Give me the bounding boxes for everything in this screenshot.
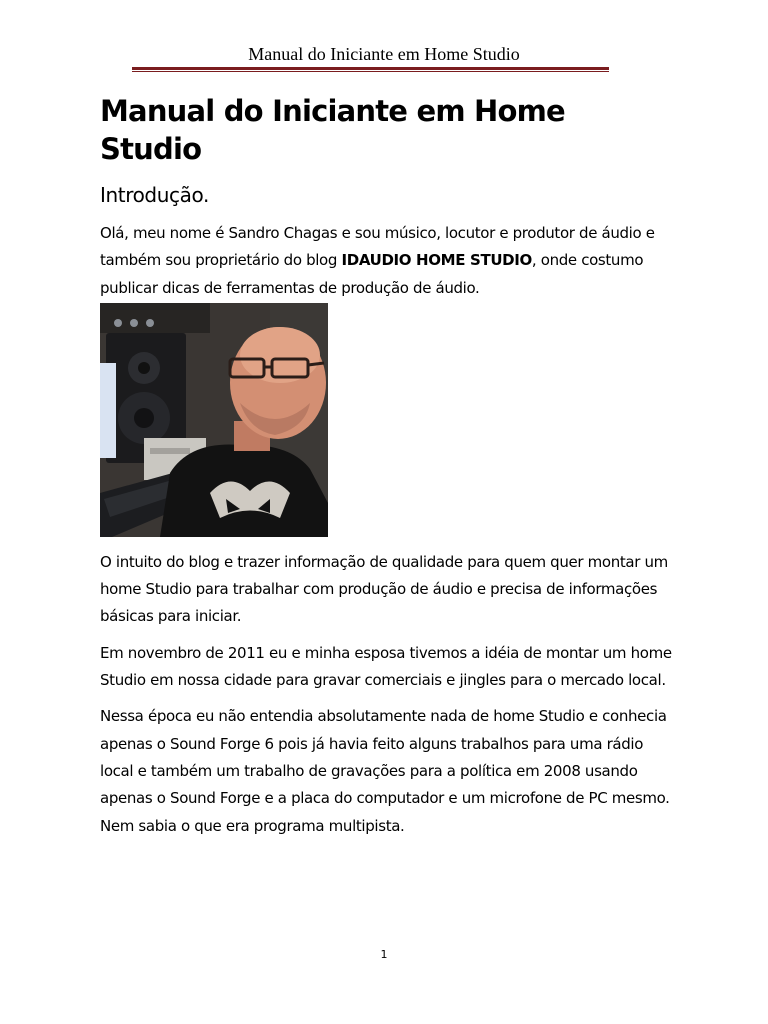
page-number: 1 xyxy=(380,948,388,961)
section-heading: Introdução. xyxy=(100,183,209,207)
intro-paragraph xyxy=(100,220,672,302)
document-body xyxy=(100,92,672,840)
paragraph-blog-purpose: O intuito do blog e trazer informação de qualidade para quem quer montar um home Studio para trabalhar com produção de áudio e precisa de informações básicas para iniciar. xyxy=(100,552,668,626)
running-header-title: Manual do Iniciante em Home Studio xyxy=(248,44,520,64)
header-rule-thin-line xyxy=(132,71,609,72)
paragraph-studio-start: Em novembro de 2011 eu e minha esposa tivemos a idéia de montar um home Studio em nossa cidade para gravar comerciais e jingles para o mercado local. xyxy=(100,643,672,690)
header-rule xyxy=(132,67,609,73)
intro-text-end: , onde costumo publicar dicas de ferramentas de produção de áudio. xyxy=(100,251,644,297)
header-rule-thick-line xyxy=(132,67,609,70)
blog-name: IDAUDIO HOME STUDIO xyxy=(341,251,532,270)
author-photo xyxy=(100,303,328,537)
intro-text-start: Olá, meu nome é Sandro Chagas e sou músico, locutor e produtor de áudio e também sou proprietário do blog xyxy=(100,224,655,270)
paragraph-background: Nessa época eu não entendia absolutamente nada de home Studio e conhecia apenas o Sound Forge 6 pois já havia feito alguns trabalhos para uma rádio local e também um trabalho de gravações para a política em 2008 usando apenas o Sound Forge e a placa do computador e um microfone de PC mesmo. Nem sabia o que era programa multipista. xyxy=(100,707,670,835)
document-title: Manual do Iniciante em Home Studio xyxy=(100,94,565,166)
